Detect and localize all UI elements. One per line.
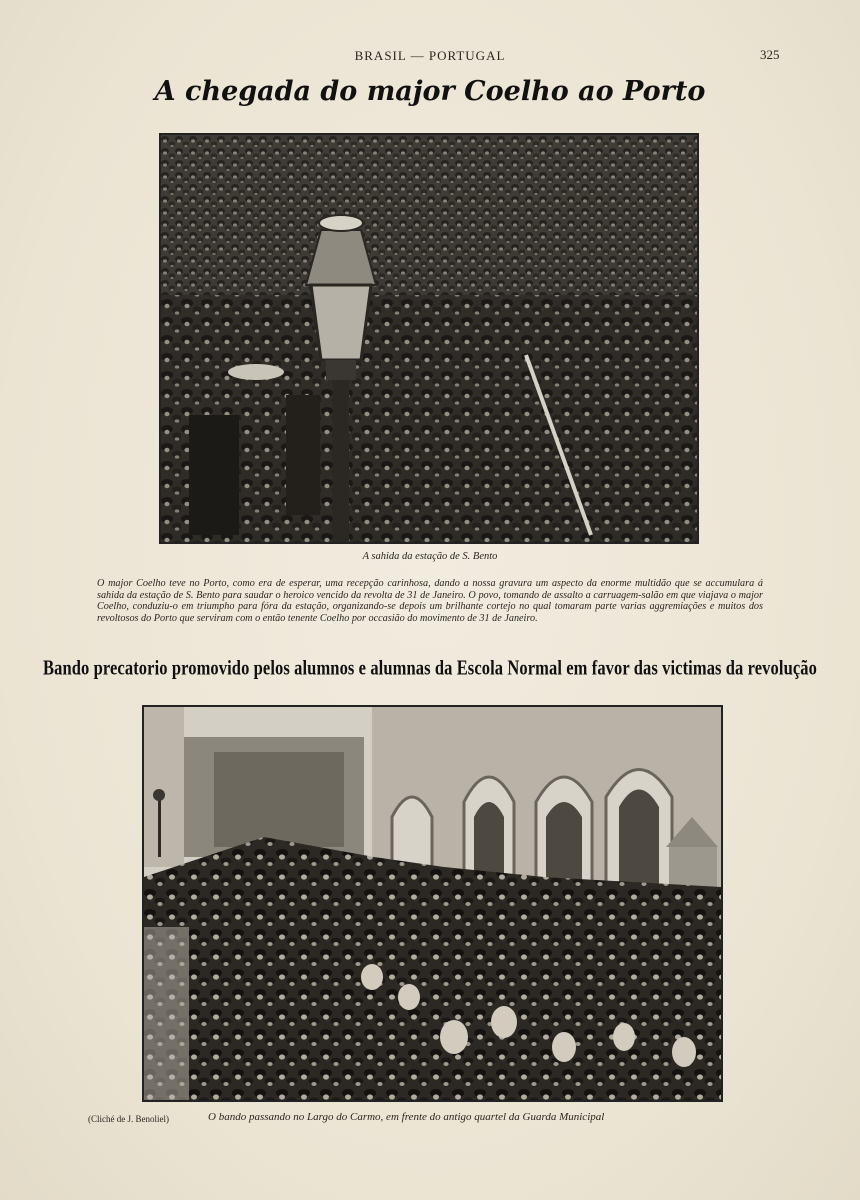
street-procession-photo (142, 705, 723, 1102)
running-head: BRASIL — PORTUGAL (354, 48, 506, 63)
article-title: A chegada do major Coelho ao Porto (154, 76, 706, 107)
crowd-photo-image (161, 135, 697, 542)
photo-credit: (Cliché de J. Benoliel) (88, 1114, 169, 1124)
article-body: O major Coelho teve no Porto, como era de esperar, uma recepção carinhosa, dando a nossa gravura um aspecto da enorme multidão que se accumulara á sahida da estação de S. Bento para saudar o heroico vencido da revolta de 31 de Janeiro. O povo, tomando de assalto a carruagem-salão em que viajava o major Coelho, conduziu-o em triumpho para fóra da estação, organizando-se depois um brilhante cortejo no qual tomaram parte varias aggremiações e muitos dos revoltosos do Porto que serviram com o então tenente Coelho por occasião do movimento de 31 de Janeiro. (97, 578, 763, 624)
street-procession-image (144, 707, 721, 1100)
crowd-photo (159, 133, 699, 544)
photo1-caption: A sahida da estação de S. Bento (362, 551, 498, 562)
page-number: 325 (760, 47, 780, 62)
section2-title: Bando precatorio promovido pelos alumnos e alumnas da Escola Normal em favor das victimas da revolução (43, 655, 817, 680)
photo2-caption: O bando passando no Largo do Carmo, em frente do antigo quartel da Guarda Municipal (208, 1111, 605, 1123)
